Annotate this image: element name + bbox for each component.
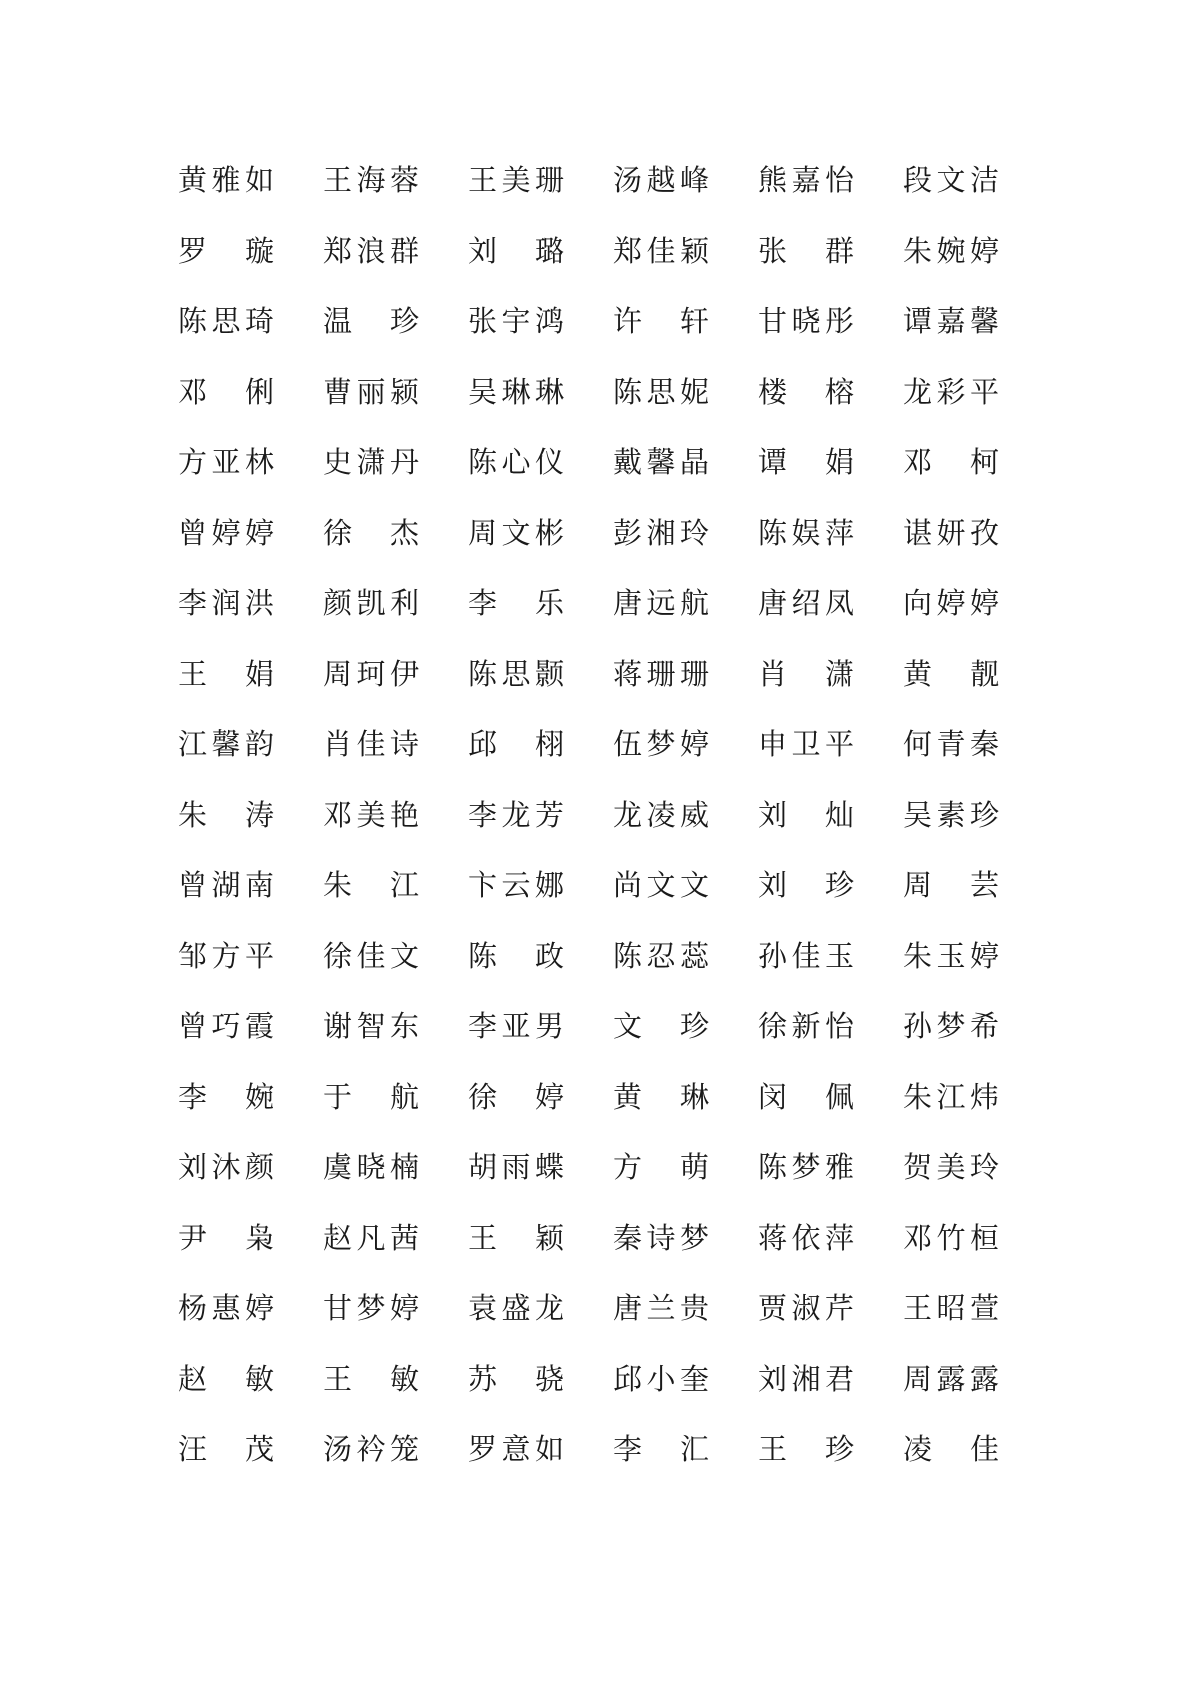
name-cell: 李 乐 [468,586,564,620]
name-cell: 胡 雨 蝶 [468,1150,564,1184]
name-cell: 郑 佳 颖 [613,233,709,268]
name-cell: 陈 心 仪 [468,445,564,479]
name-cell: 谌 妍 孜 [903,515,999,550]
name-cell: 文 珍 [613,1009,709,1043]
name-cell: 刘 灿 [758,797,854,832]
name-cell: 唐 兰 贵 [613,1291,709,1325]
name-cell: 张 群 [758,233,854,268]
name-cell: 邱 小 奎 [613,1361,709,1396]
name-cell: 许 轩 [613,304,709,338]
name-cell: 何 青 秦 [903,727,999,761]
name-cell: 龙 凌 威 [613,797,709,832]
name-cell: 汤 衿 笼 [323,1432,419,1466]
name-cell: 楼 榕 [758,374,854,409]
name-cell: 赵 凡 茜 [323,1220,419,1255]
name-cell: 吴 琳 琳 [468,374,564,409]
name-cell: 凌 佳 [903,1432,999,1466]
name-cell: 周 文 彬 [468,515,564,550]
name-cell: 罗 意 如 [468,1432,564,1466]
name-cell: 肖 潇 [758,656,854,691]
name-cell: 罗 璇 [178,233,274,268]
name-cell: 曾 婷 婷 [178,515,274,550]
name-cell: 邓 俐 [178,374,274,409]
name-cell: 王 颖 [468,1220,564,1255]
name-cell: 蒋 依 萍 [758,1220,854,1255]
name-cell: 吴 素 珍 [903,797,999,832]
name-cell: 秦 诗 梦 [613,1220,709,1255]
name-cell: 颜 凯 利 [323,586,419,620]
name-cell: 徐 佳 文 [323,938,419,973]
name-cell: 陈 忍 蕊 [613,938,709,973]
name-cell: 蒋 珊 珊 [613,656,709,691]
name-cell: 邹 方 平 [178,938,274,973]
name-cell: 王 娟 [178,656,274,691]
name-cell: 张 宇 鸿 [468,304,564,338]
name-cell: 赵 敏 [178,1361,274,1396]
name-cell: 王 昭 萱 [903,1291,999,1325]
name-cell: 曾 巧 霞 [178,1009,274,1043]
name-cell: 温 珍 [323,304,419,338]
name-cell: 王 美 珊 [468,163,564,197]
name-cell: 江 馨 韵 [178,727,274,761]
name-cell: 徐 新 怡 [758,1009,854,1043]
name-cell: 唐 远 航 [613,586,709,620]
name-cell: 刘 沐 颜 [178,1150,274,1184]
name-cell: 汤 越 峰 [613,163,709,197]
name-cell: 贾 淑 芹 [758,1291,854,1325]
name-cell: 刘 珍 [758,868,854,902]
name-cell: 孙 佳 玉 [758,938,854,973]
name-cell: 黄 琳 [613,1079,709,1114]
name-cell: 向 婷 婷 [903,586,999,620]
name-cell: 曹 丽 颍 [323,374,419,409]
name-cell: 朱 婉 婷 [903,233,999,268]
name-cell: 谭 嘉 馨 [903,304,999,338]
name-cell: 尹 枭 [178,1220,274,1255]
name-cell: 朱 江 [323,868,419,902]
name-cell: 史 潇 丹 [323,445,419,479]
name-cell: 苏 骁 [468,1361,564,1396]
name-cell: 李 龙 芳 [468,797,564,832]
name-cell: 邓 柯 [903,445,999,479]
name-cell: 段 文 洁 [903,163,999,197]
name-cell: 谢 智 东 [323,1009,419,1043]
name-cell: 王 海 蓉 [323,163,419,197]
name-cell: 伍 梦 婷 [613,727,709,761]
name-cell: 李 润 洪 [178,586,274,620]
name-cell: 朱 玉 婷 [903,938,999,973]
name-cell: 李 婉 [178,1079,274,1114]
name-cell: 虞 晓 楠 [323,1150,419,1184]
name-cell: 王 珍 [758,1432,854,1466]
name-cell: 谭 娟 [758,445,854,479]
name-cell: 熊 嘉 怡 [758,163,854,197]
name-cell: 朱 涛 [178,797,274,832]
name-cell: 邓 美 艳 [323,797,419,832]
name-cell: 方 亚 林 [178,445,274,479]
name-cell: 肖 佳 诗 [323,727,419,761]
name-cell: 陈 思 妮 [613,374,709,409]
name-cell: 李 亚 男 [468,1009,564,1043]
name-cell: 陈 思 颢 [468,656,564,691]
name-cell: 杨 惠 婷 [178,1291,274,1325]
name-cell: 袁 盛 龙 [468,1291,564,1325]
name-cell: 甘 晓 彤 [758,304,854,338]
name-cell: 李 汇 [613,1432,709,1466]
name-cell: 方 萌 [613,1150,709,1184]
name-cell: 黄 雅 如 [178,163,274,197]
name-list-grid [178,158,1018,1498]
name-cell: 刘 璐 [468,233,564,268]
name-cell: 陈 娱 萍 [758,515,854,550]
name-cell: 徐 婷 [468,1079,564,1114]
name-cell: 邓 竹 桓 [903,1220,999,1255]
name-cell: 刘 湘 君 [758,1361,854,1396]
name-cell: 周 珂 伊 [323,656,419,691]
name-cell: 申 卫 平 [758,727,854,761]
name-cell: 陈 梦 雅 [758,1150,854,1184]
name-cell: 邱 栩 [468,727,564,761]
name-cell: 朱 江 炜 [903,1079,999,1114]
name-cell: 周 露 露 [903,1361,999,1396]
name-cell: 龙 彩 平 [903,374,999,409]
name-cell: 陈 思 琦 [178,304,274,338]
name-cell: 唐 绍 凤 [758,586,854,620]
name-cell: 汪 茂 [178,1432,274,1466]
name-cell: 彭 湘 玲 [613,515,709,550]
name-cell: 孙 梦 希 [903,1009,999,1043]
name-cell: 王 敏 [323,1361,419,1396]
name-cell: 徐 杰 [323,515,419,550]
name-cell: 于 航 [323,1079,419,1114]
name-cell: 戴 馨 晶 [613,445,709,479]
name-cell: 卞 云 娜 [468,868,564,902]
name-cell: 周 芸 [903,868,999,902]
name-cell: 陈 政 [468,938,564,973]
name-cell: 郑 浪 群 [323,233,419,268]
name-cell: 曾 湖 南 [178,868,274,902]
name-cell: 贺 美 玲 [903,1150,999,1184]
name-cell: 尚 文 文 [613,868,709,902]
name-cell: 甘 梦 婷 [323,1291,419,1325]
name-cell: 黄 靓 [903,656,999,691]
name-cell: 闵 佩 [758,1079,854,1114]
